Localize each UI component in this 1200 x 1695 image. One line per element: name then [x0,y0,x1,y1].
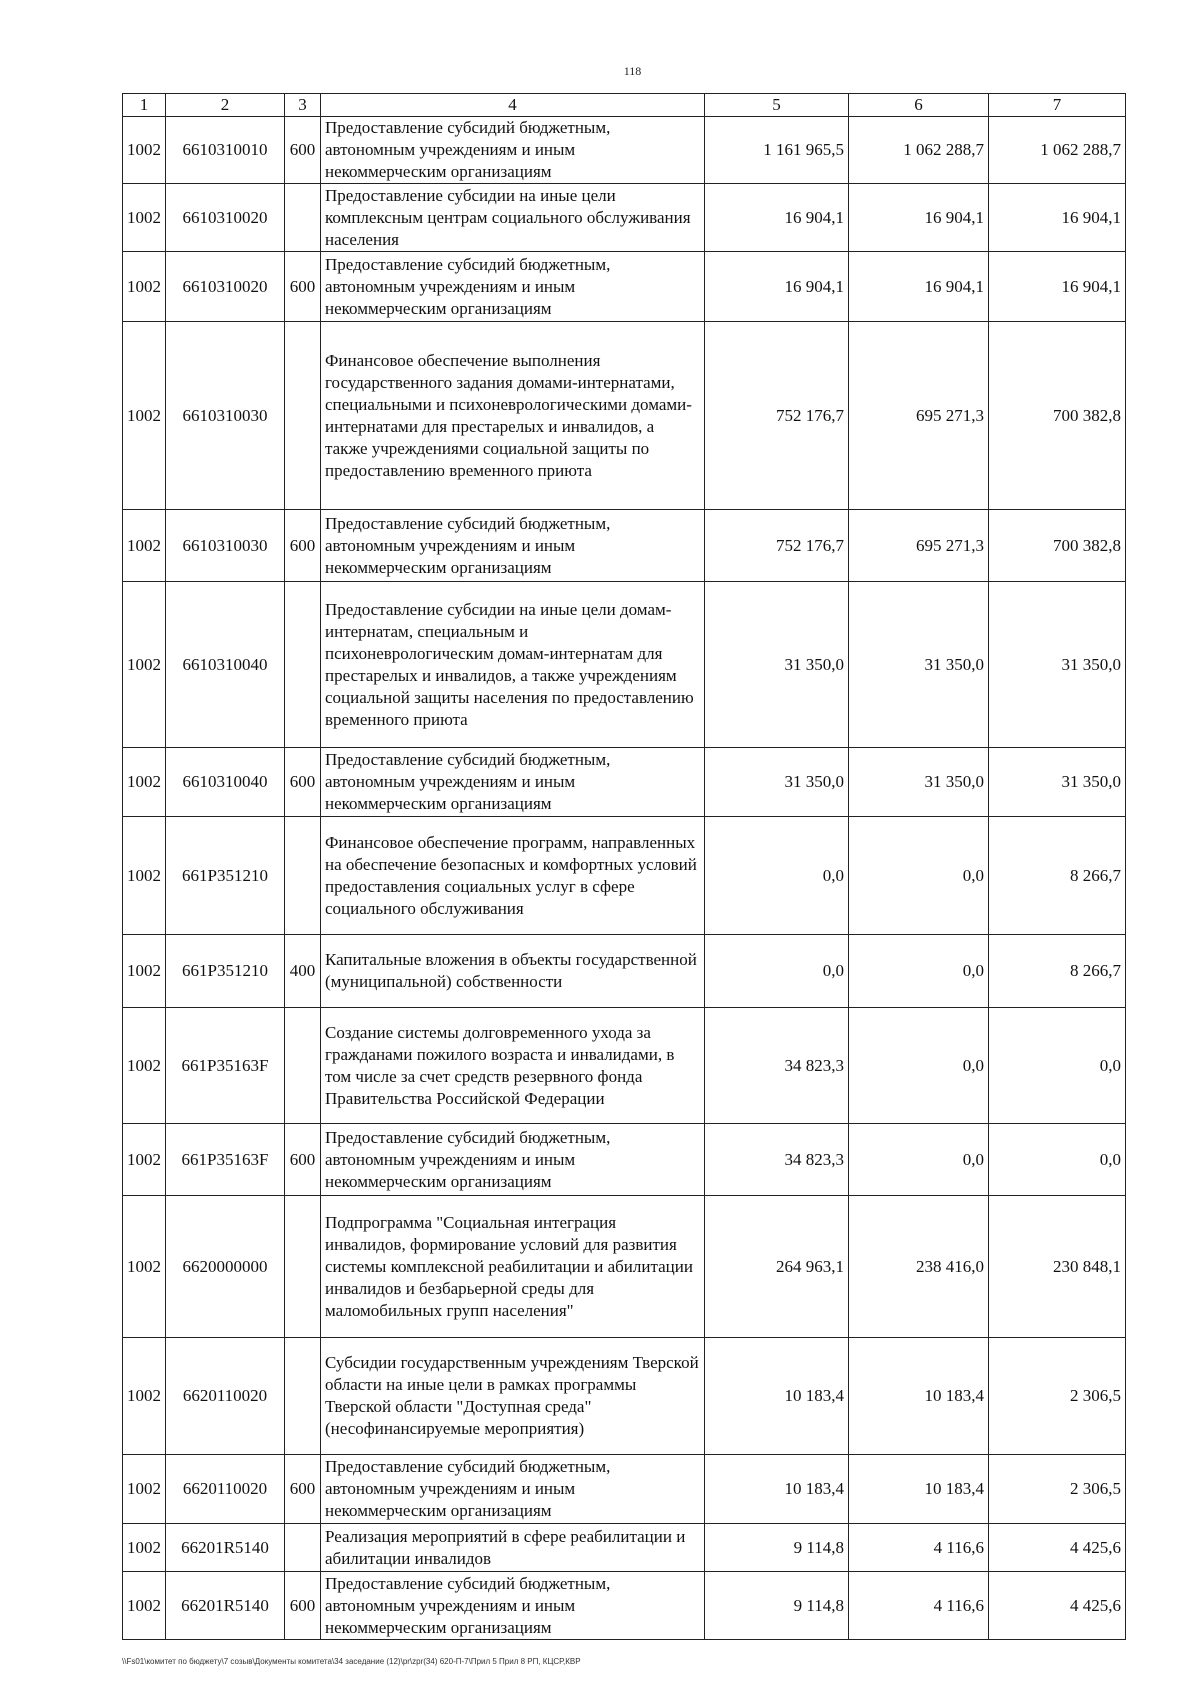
section-cell: 1002 [123,510,166,582]
value-cell-7: 700 382,8 [989,322,1126,510]
type-cell: 600 [285,510,321,582]
value-cell-5: 16 904,1 [705,252,849,322]
table-row [123,1008,1126,1124]
description-cell: Предоставление субсидии на иные цели комплексным центрам социального обслуживания населения [321,184,705,252]
table-row [123,582,1126,748]
description-cell: Субсидии государственным учреждениям Тверской области на иные цели в рамках программы Тверской области "Доступная среда" (несофинансируемые мероприятия) [321,1338,705,1455]
section-cell: 1002 [123,322,166,510]
table-row [123,1338,1126,1455]
value-cell-5: 31 350,0 [705,748,849,817]
value-cell-6: 4 116,6 [849,1524,989,1572]
code-cell: 6620000000 [166,1196,285,1338]
code-cell: 66201R5140 [166,1572,285,1640]
value-cell-6: 695 271,3 [849,322,989,510]
code-cell: 6610310020 [166,252,285,322]
table-row [123,184,1126,252]
code-cell: 6610310030 [166,322,285,510]
description-cell: Предоставление субсидий бюджетным, автономным учреждениям и иным некоммерческим организациям [321,1124,705,1196]
value-cell-6: 10 183,4 [849,1455,989,1524]
table-row [123,252,1126,322]
description-cell: Финансовое обеспечение выполнения государственного задания домами-интернатами, специальными и психоневрологическими домами-интернатами для престарелых и инвалидов, а также учреждениями социальной защиты по предоставлению временного приюта [321,322,705,510]
section-cell: 1002 [123,184,166,252]
value-cell-5: 10 183,4 [705,1338,849,1455]
value-cell-5: 34 823,3 [705,1008,849,1124]
value-cell-6: 16 904,1 [849,252,989,322]
value-cell-7: 4 425,6 [989,1524,1126,1572]
value-cell-5: 752 176,7 [705,510,849,582]
code-cell: 661P351210 [166,935,285,1008]
col-header-7: 7 [989,94,1126,117]
code-cell: 661P351210 [166,817,285,935]
header-row [123,94,1126,117]
value-cell-7: 16 904,1 [989,252,1126,322]
value-cell-7: 0,0 [989,1008,1126,1124]
col-header-3: 3 [285,94,321,117]
type-cell [285,1008,321,1124]
table-row [123,1572,1126,1640]
value-cell-5: 16 904,1 [705,184,849,252]
description-cell: Капитальные вложения в объекты государственной (муниципальной) собственности [321,935,705,1008]
type-cell: 600 [285,252,321,322]
value-cell-6: 31 350,0 [849,582,989,748]
value-cell-6: 4 116,6 [849,1572,989,1640]
col-header-1: 1 [123,94,166,117]
value-cell-7: 700 382,8 [989,510,1126,582]
table-row [123,1124,1126,1196]
description-cell: Предоставление субсидий бюджетным, автономным учреждениям и иным некоммерческим организациям [321,117,705,184]
description-cell: Предоставление субсидий бюджетным, автономным учреждениям и иным некоммерческим организациям [321,252,705,322]
code-cell: 6620110020 [166,1455,285,1524]
code-cell: 6610310020 [166,184,285,252]
description-cell: Финансовое обеспечение программ, направленных на обеспечение безопасных и комфортных условий предоставления социальных услуг в сфере социального обслуживания [321,817,705,935]
type-cell [285,582,321,748]
type-cell: 600 [285,1572,321,1640]
value-cell-6: 238 416,0 [849,1196,989,1338]
description-cell: Предоставление субсидий бюджетным, автономным учреждениям и иным некоммерческим организациям [321,748,705,817]
type-cell [285,1524,321,1572]
description-cell: Предоставление субсидий бюджетным, автономным учреждениям и иным некоммерческим организациям [321,1455,705,1524]
description-cell: Предоставление субсидии на иные цели домам-интернатам, специальным и психоневрологическим домам-интернатам для престарелых и инвалидов, а также учреждениям социальной защиты населения по предоставлению временного приюта [321,582,705,748]
table-row [123,748,1126,817]
value-cell-5: 752 176,7 [705,322,849,510]
table-row [123,322,1126,510]
value-cell-7: 8 266,7 [989,817,1126,935]
value-cell-5: 1 161 965,5 [705,117,849,184]
section-cell: 1002 [123,748,166,817]
footer-file-path: \\Fs01\комитет по бюджету\7 созыв\Документы комитета\34 заседание (12)\pr\zpr(34) 620-П-7\Прил 5 Прил 8 РП, КЦСР,КВР [122,1657,581,1666]
value-cell-6: 31 350,0 [849,748,989,817]
value-cell-7: 2 306,5 [989,1338,1126,1455]
type-cell [285,184,321,252]
value-cell-7: 230 848,1 [989,1196,1126,1338]
table-row [123,117,1126,184]
col-header-5: 5 [705,94,849,117]
value-cell-5: 34 823,3 [705,1124,849,1196]
type-cell: 600 [285,117,321,184]
value-cell-6: 0,0 [849,1124,989,1196]
code-cell: 6610310040 [166,748,285,817]
value-cell-6: 0,0 [849,935,989,1008]
value-cell-6: 0,0 [849,817,989,935]
value-cell-5: 9 114,8 [705,1524,849,1572]
type-cell: 600 [285,1124,321,1196]
value-cell-7: 31 350,0 [989,748,1126,817]
value-cell-6: 1 062 288,7 [849,117,989,184]
code-cell: 6610310030 [166,510,285,582]
type-cell [285,1338,321,1455]
value-cell-5: 9 114,8 [705,1572,849,1640]
type-cell: 600 [285,1455,321,1524]
type-cell [285,1196,321,1338]
table-row [123,1196,1126,1338]
code-cell: 66201R5140 [166,1524,285,1572]
value-cell-5: 264 963,1 [705,1196,849,1338]
value-cell-7: 8 266,7 [989,935,1126,1008]
section-cell: 1002 [123,1524,166,1572]
section-cell: 1002 [123,817,166,935]
section-cell: 1002 [123,1338,166,1455]
code-cell: 6610310040 [166,582,285,748]
code-cell: 661P35163F [166,1124,285,1196]
type-cell: 600 [285,748,321,817]
budget-table [122,93,1126,1640]
description-cell: Создание системы долговременного ухода за гражданами пожилого возраста и инвалидами, в том числе за счет средств резервного фонда Правительства Российской Федерации [321,1008,705,1124]
value-cell-7: 0,0 [989,1124,1126,1196]
section-cell: 1002 [123,935,166,1008]
type-cell [285,817,321,935]
description-cell: Предоставление субсидий бюджетным, автономным учреждениям и иным некоммерческим организациям [321,510,705,582]
value-cell-6: 16 904,1 [849,184,989,252]
section-cell: 1002 [123,1124,166,1196]
col-header-4: 4 [321,94,705,117]
type-cell: 400 [285,935,321,1008]
value-cell-5: 0,0 [705,817,849,935]
value-cell-7: 1 062 288,7 [989,117,1126,184]
value-cell-6: 0,0 [849,1008,989,1124]
value-cell-6: 10 183,4 [849,1338,989,1455]
type-cell [285,322,321,510]
section-cell: 1002 [123,252,166,322]
section-cell: 1002 [123,117,166,184]
section-cell: 1002 [123,1008,166,1124]
value-cell-7: 4 425,6 [989,1572,1126,1640]
section-cell: 1002 [123,1455,166,1524]
section-cell: 1002 [123,1572,166,1640]
description-cell: Подпрограмма "Социальная интеграция инвалидов, формирование условий для развития системы комплексной реабилитации и абилитации инвалидов и безбарьерной среды для маломобильных групп населения" [321,1196,705,1338]
code-cell: 661P35163F [166,1008,285,1124]
section-cell: 1002 [123,1196,166,1338]
value-cell-6: 695 271,3 [849,510,989,582]
code-cell: 6620110020 [166,1338,285,1455]
value-cell-5: 0,0 [705,935,849,1008]
value-cell-5: 31 350,0 [705,582,849,748]
value-cell-7: 2 306,5 [989,1455,1126,1524]
col-header-2: 2 [166,94,285,117]
col-header-6: 6 [849,94,989,117]
value-cell-5: 10 183,4 [705,1455,849,1524]
table-row [123,510,1126,582]
page-number: 118 [623,64,642,78]
value-cell-7: 31 350,0 [989,582,1126,748]
section-cell: 1002 [123,582,166,748]
code-cell: 6610310010 [166,117,285,184]
table-row [123,817,1126,935]
table-row [123,935,1126,1008]
table-row [123,1524,1126,1572]
value-cell-7: 16 904,1 [989,184,1126,252]
description-cell: Реализация мероприятий в сфере реабилитации и абилитации инвалидов [321,1524,705,1572]
description-cell: Предоставление субсидий бюджетным, автономным учреждениям и иным некоммерческим организациям [321,1572,705,1640]
table-row [123,1455,1126,1524]
